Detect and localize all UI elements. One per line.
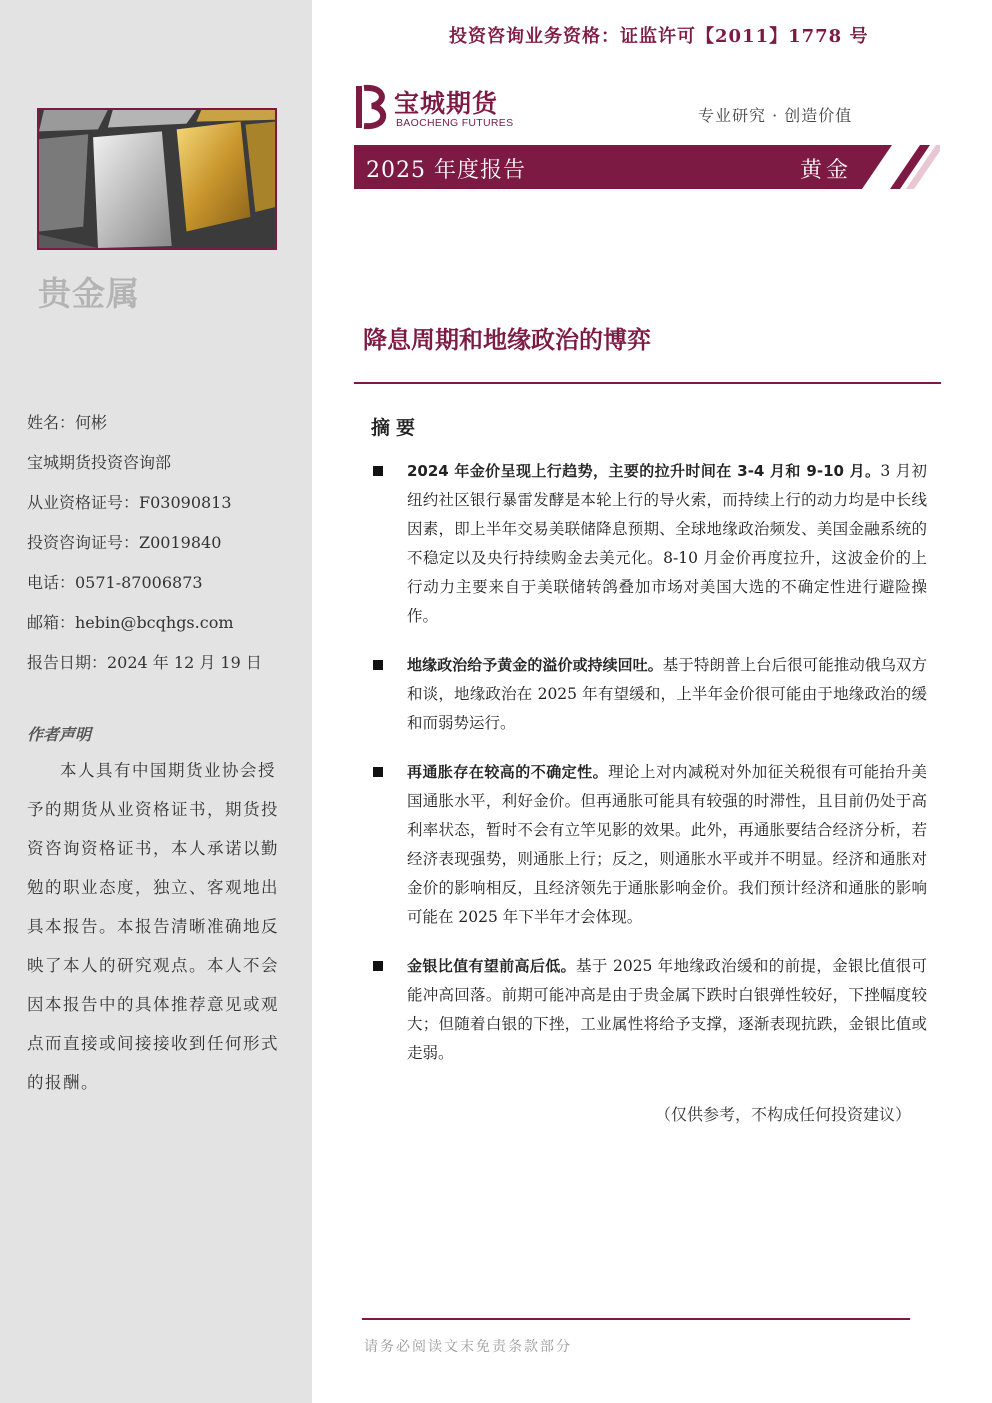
summary-item-text: 3 月初纽约社区银行暴雷发酵是本轮上行的导火索，而持续上行的动力均是中长线因素，即上半年交易美联储降息预期、全球地缘政治频发、美国金融系统的不稳定以及央行持续购金去美元化。8-10 月金价再度拉升，这波金价的上行动力主要来自于美联储转鸽叠加市场对美国大选的不确定性进行避险操作。 <box>407 462 928 625</box>
phone: 电话：0571-87006873 <box>27 573 203 592</box>
author-department: 宝城期货投资咨询部 <box>27 453 172 472</box>
summary-item-lead: 再通胀存在较高的不确定性。 <box>407 763 609 781</box>
license-line: 投资咨询业务资格：证监许可【2011】1778 号 <box>449 26 869 47</box>
footer-notice: 请务必阅读文末免责条款部分 <box>364 1339 572 1355</box>
bullet-square-icon <box>373 961 383 971</box>
summary-item <box>371 952 927 1068</box>
logo-mark-icon <box>354 84 392 130</box>
slogan: 专业研究 · 创造价值 <box>698 106 853 125</box>
logo-text-cn: 宝城期货 <box>394 89 499 118</box>
summary-list <box>371 457 927 1088</box>
declaration-body: 本人具有中国期货业协会授予的期货从业资格证书，期货投资咨询资格证书，本人承诺以勤勉的职业态度，独立、客观地出具本报告。本报告清晰准确地反映了本人的研究观点。本人不会因本报告中的具体推荐意见或观点而直接或间接接收到任何形式的报酬。 <box>27 761 279 1092</box>
bullet-square-icon <box>373 660 383 670</box>
consulting-number: 投资咨询证号：Z0019840 <box>27 533 222 552</box>
report-subject: 黄金 <box>800 158 853 183</box>
report-date: 报告日期：2024 年 12 月 19 日 <box>27 653 262 672</box>
summary-title: 摘要 <box>371 417 422 439</box>
email: 邮箱：hebin@bcqhgs.com <box>27 613 234 632</box>
footer-divider <box>362 1318 910 1320</box>
summary-item-text: 基于 2025 年地缘政治缓和的前提，金银比值很可能冲高回落。前期可能冲高是由于贵金属下跌时白银弹性较好，下挫幅度较大；但随着白银的下挫，工业属性将给予支撑，逐渐表现抗跌，金银比值或走弱。 <box>407 957 927 1062</box>
summary-item <box>371 651 927 738</box>
qualification-number: 从业资格证号：F03090813 <box>27 493 232 512</box>
summary-item <box>371 758 927 932</box>
summary-item-lead: 金银比值有望前高后低。 <box>407 957 576 975</box>
bullet-square-icon <box>373 767 383 777</box>
report-headline: 降息周期和地缘政治的博弈 <box>363 326 651 354</box>
author-info <box>27 403 262 683</box>
summary-item-text: 基于特朗普上台后很可能推动俄乌双方和谈，地缘政治在 2025 年有望缓和，上半年金价很可能由于地缘政治的缓和而弱势运行。 <box>407 656 927 732</box>
summary-item <box>371 457 927 631</box>
summary-item-text: 理论上对内减税对外加征关税很有可能抬升美国通胀水平，利好金价。但再通胀可能具有较强的时滞性，且目前仍处于高利率状态，暂时不会有立竿见影的效果。此外，再通胀要结合经济分析，若经济表现强势，则通胀上行；反之，则通胀水平或并不明显。经济和通胀对金价的影响相反，且经济领先于通胀影响金价。我们预计经济和通胀的影响可能在 2025 年下半年才会体现。 <box>407 763 927 926</box>
author-name: 姓名：何彬 <box>27 413 108 432</box>
logo-text-en: BAOCHENG FUTURES <box>396 117 514 129</box>
sector-label: 贵金属 <box>38 274 140 313</box>
declaration-title: 作者声明 <box>27 725 92 744</box>
gold-silver-bars-image <box>37 108 277 250</box>
report-banner <box>354 145 940 189</box>
summary-item-lead: 2024 年金价呈现上行趋势，主要的拉升时间在 3-4 月和 9-10 月。 <box>407 462 881 480</box>
bullet-square-icon <box>373 466 383 476</box>
sidebar <box>0 0 312 1403</box>
report-type: 2025 年度报告 <box>366 158 526 183</box>
divider <box>354 382 941 384</box>
summary-item-lead: 地缘政治给予黄金的溢价或持续回吐。 <box>407 656 663 674</box>
disclaimer: （仅供参考，不构成任何投资建议） <box>655 1105 912 1124</box>
company-logo <box>354 84 524 134</box>
